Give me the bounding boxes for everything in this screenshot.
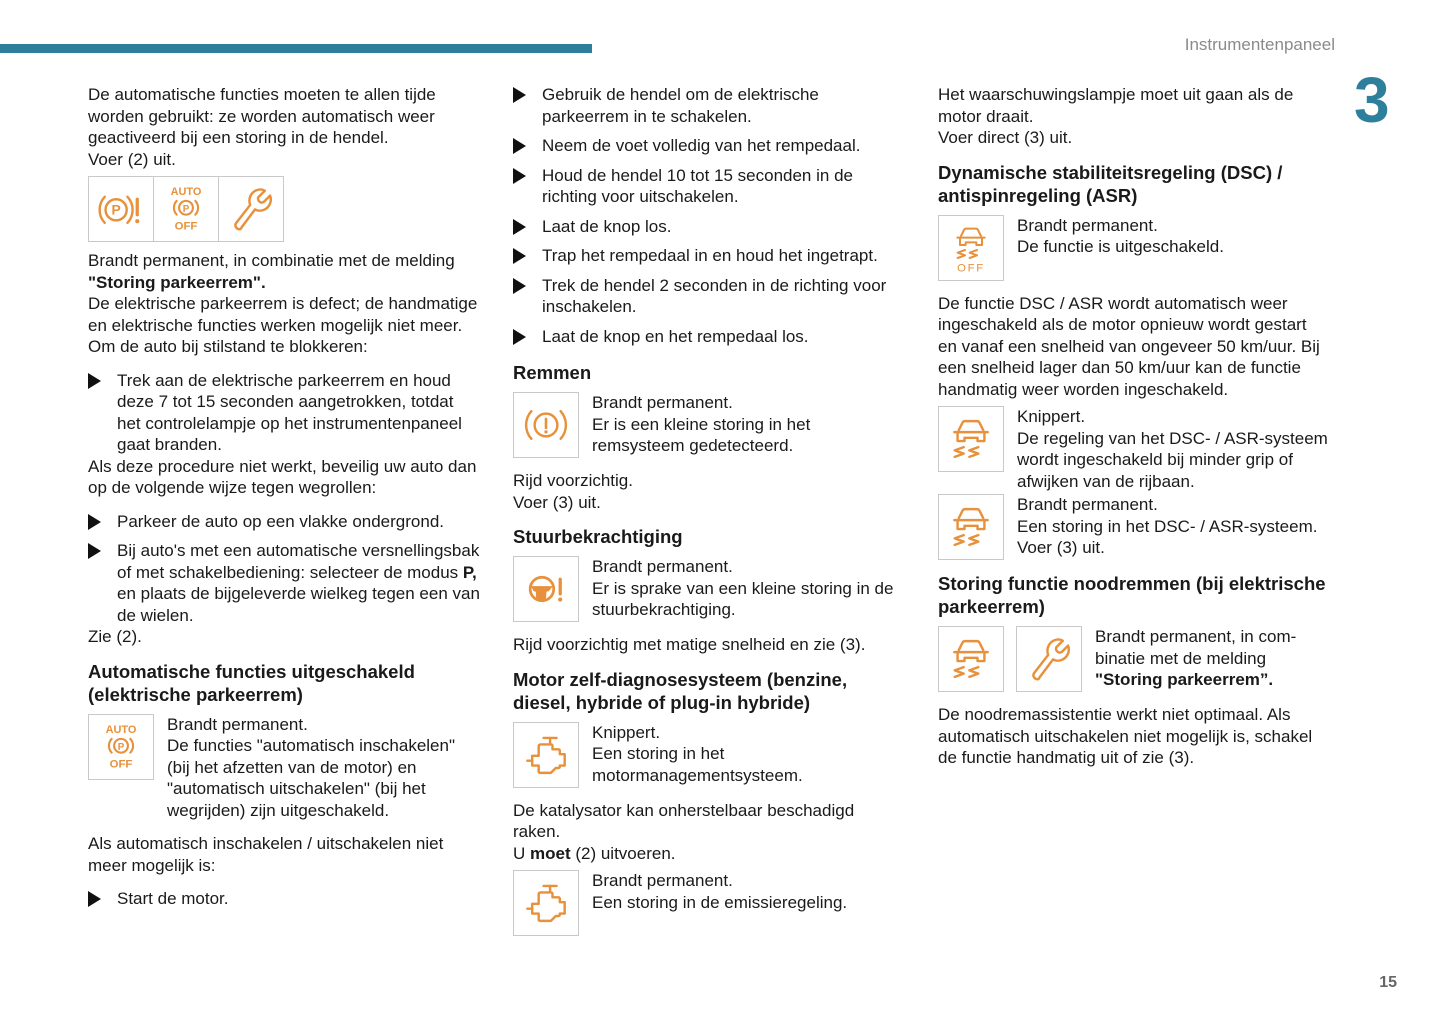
lamp-meaning: Een storing in het DSC- / ASR-systeem. [1017, 516, 1318, 536]
paragraph: Het waarschuwingslampje moet uit gaan als de motor draait. [938, 85, 1294, 126]
paragraph [88, 250, 480, 293]
chapter-number: 3 [1354, 64, 1390, 136]
page-header-title: Instrumentenpaneel [1184, 35, 1335, 54]
paragraph: De katalysator kan onherstelbaar beschadigd raken. [513, 800, 855, 841]
lamp-description [1017, 406, 1330, 492]
bullet-triangle-icon [88, 540, 117, 626]
list-item-text: Laat de knop los. [542, 216, 672, 236]
list-item [513, 216, 905, 238]
list-item-text: Bij auto's met een automatische versnellingsbak of met schakelbediening: selecteer de modus [117, 541, 480, 582]
paragraph: Om de auto bij stilstand te blokkeren: [88, 337, 368, 356]
list-item-text: Houd de hendel 10 tot 15 seconden in de richting voor uitschakelen. [542, 165, 853, 206]
lamp-state: Brandt permanent. [592, 871, 733, 890]
paragraph: De noodremassistentie werkt niet optimaal. Als automatisch uitschakelen niet mogelijk is, schakel de functie handmatig uit of zie (3). [938, 705, 1313, 767]
section-heading: Dynamische stabiliteitsregeling (DSC) / antispinregeling (ASR) [938, 161, 1283, 206]
list-item-text: Start de motor. [117, 889, 229, 908]
list-item [513, 84, 905, 127]
bullet-triangle-icon [513, 216, 542, 238]
list-item [513, 275, 905, 318]
lamp-meaning: Er is sprake van een kleine storing in de stuurbekrachtiging. [592, 578, 894, 619]
auto-parking-off-icon [88, 714, 154, 780]
paragraph: Als deze procedure niet werkt, beveilig uw auto dan op de volgende wijze tegen wegrollen: [88, 456, 477, 497]
column-1 [88, 84, 480, 948]
list-item [513, 135, 905, 157]
list-item-text: Parkeer de auto op een vlakke ondergrond. [117, 511, 445, 531]
list-item [513, 245, 905, 267]
list-item [513, 165, 905, 208]
lamp-description [167, 714, 480, 822]
warning-lamp-row [513, 722, 905, 788]
list-item-text: Trap het rempedaal in en houd het ingetrapt. [542, 246, 878, 265]
list-item-text: Trek aan de elektrische parkeerrem en houd deze 7 tot 15 seconden aangetrokken, totdat het controlelampje op het instrumentenpaneel gaat branden. [117, 370, 462, 454]
paragraph [513, 843, 905, 865]
lamp-state: Brandt permanent. [592, 557, 733, 576]
list-item-text: Laat de knop en het rempedaal los. [542, 326, 809, 346]
warning-lamp-row [938, 626, 1330, 692]
lamp-state: Knippert. [1017, 407, 1086, 426]
section-heading: Motor zelf-diagnosesysteem (benzine, diesel, hybride of plug-in hybride) [513, 668, 848, 713]
list-item-text: Neem de voet volledig van het rempedaal. [542, 136, 861, 155]
page-number: 15 [1379, 974, 1397, 991]
warning-lamp-icon-strip [88, 176, 480, 242]
warning-lamp-row [88, 714, 480, 822]
lamp-meaning: Een storing in de emissieregeling. [592, 892, 848, 912]
lamp-meaning: De functie is uitgeschakeld. [1017, 237, 1224, 256]
bullet-triangle-icon [513, 326, 542, 348]
warning-lamp-row [938, 406, 1330, 492]
content-columns [88, 84, 1330, 948]
lamp-description [592, 392, 905, 457]
paragraph: De automatische functies moeten te allen tijde worden gebruikt: ze worden automatisch weer geactiveerd bij een storing in de hendel. [88, 85, 436, 147]
auto-parking-off-icon [153, 176, 219, 242]
bold-text: "Storing parkeerrem”. [1095, 670, 1274, 689]
lamp-state: Brandt permanent. [1017, 215, 1158, 235]
lamp-meaning: Een storing in het motormanagementsysteem. [592, 744, 803, 785]
dsc-asr-off-icon [938, 215, 1004, 281]
list-item [88, 888, 480, 910]
lamp-description [1017, 494, 1317, 559]
bold-text: P, [462, 562, 477, 582]
paragraph: Als automatisch inschakelen / uitschakelen niet meer mogelijk is: [88, 834, 444, 875]
paragraph: De functie DSC / ASR wordt automatisch weer ingeschakeld als de motor opnieuw wordt gestart en vanaf een snelheid van ongeveer 50 km/uur. Bij een snelheid lager dan 50 km/uur kan de functie handmatig weer worden ingeschakeld. [938, 293, 1320, 399]
paragraph: Voer (3) uit. [513, 492, 601, 512]
bullet-triangle-icon [513, 135, 542, 157]
list-item-text: en plaats de bijgeleverde wielkeg tegen een van de wielen. [117, 584, 480, 625]
paragraph: Rijd voorzichtig met matige snelheid en zie (3). [513, 635, 866, 654]
list-item-text: Gebruik de hendel om de elektrische parkeerrem in te schakelen. [542, 85, 819, 126]
section-heading: Remmen [513, 362, 592, 383]
brake-warning-icon [513, 392, 579, 458]
list-item-text [117, 540, 480, 626]
lamp-description [592, 722, 905, 787]
paragraph: De elektrische parkeerrem is defect; de handmatige en elektrische functies werken mogelijk niet meer. [88, 294, 478, 335]
warning-lamp-row [513, 556, 905, 622]
paragraph: Zie (2). [88, 627, 142, 646]
bullet-triangle-icon [513, 275, 542, 318]
section-heading: Stuurbekrachtiging [513, 526, 683, 547]
lamp-description [1095, 626, 1330, 691]
paragraph: Rijd voorzichtig. [513, 471, 633, 490]
paragraph: Voer (2) uit. [88, 149, 176, 169]
bullet-triangle-icon [513, 245, 542, 267]
lamp-meaning: De regeling van het DSC- / ASR-systeem wordt ingeschakeld bij minder grip of afwijken van de rijbaan. [1017, 428, 1328, 491]
lamp-meaning: De functies "automatisch inschakelen" (bij het afzetten van de motor) en "automatisch uitschakelen" (bij het wegrijden) zijn uitgeschakeld. [167, 736, 455, 820]
list-item-text: Trek de hendel 2 seconden in de richting voor inschakelen. [542, 275, 887, 316]
check-engine-icon [513, 722, 579, 788]
dsc-asr-skid-icon [938, 406, 1004, 472]
paragraph-text: (2) uitvoeren. [570, 843, 676, 863]
warning-lamp-row [938, 215, 1330, 281]
check-engine-icon [513, 870, 579, 936]
paragraph: Voer direct (3) uit. [938, 128, 1073, 147]
power-steering-warning-icon [513, 556, 579, 622]
wrench-icon [1016, 626, 1082, 692]
column-2 [513, 84, 905, 948]
dsc-asr-skid-icon [938, 494, 1004, 560]
bullet-triangle-icon [88, 370, 117, 456]
paragraph-text: U [513, 843, 530, 863]
lamp-description [1017, 215, 1224, 258]
lamp-state: Knippert. [592, 722, 661, 742]
bullet-triangle-icon [513, 84, 542, 127]
list-item [88, 511, 480, 533]
lamp-description [592, 556, 905, 621]
section-heading: Automatische functies uitgeschakeld (elektrische parkeerrem) [88, 660, 415, 705]
lamp-state: Brandt permanent. [167, 714, 308, 734]
warning-lamp-row [938, 494, 1330, 560]
lamp-action: Voer (3) uit. [1017, 538, 1105, 557]
list-item [513, 326, 905, 348]
lamp-description [592, 870, 847, 913]
lamp-state: Brandt permanent. [1017, 495, 1158, 514]
bullet-triangle-icon [88, 511, 117, 533]
column-3 [938, 84, 1330, 948]
lamp-state: Brandt permanent, in com-binatie met de melding [1095, 627, 1297, 668]
dsc-asr-skid-icon [938, 626, 1004, 692]
section-heading: Storing functie noodremmen (bij elektrische parkeerrem) [938, 573, 1326, 617]
parking-brake-warning-icon [88, 176, 154, 242]
paragraph-text: Brandt permanent, in combinatie met de melding [88, 251, 455, 270]
list-item [88, 540, 480, 626]
bold-text: moet [530, 843, 571, 863]
wrench-icon [218, 176, 284, 242]
lamp-meaning: Er is een kleine storing in het remsysteem gedetecteerd. [592, 414, 811, 455]
header-accent-bar [0, 44, 592, 53]
bold-text: "Storing parkeerrem". [88, 272, 266, 292]
warning-lamp-row [513, 870, 905, 936]
list-item [88, 370, 480, 456]
bullet-triangle-icon [88, 888, 117, 910]
bullet-triangle-icon [513, 165, 542, 208]
warning-lamp-row [513, 392, 905, 458]
lamp-state: Brandt permanent. [592, 393, 733, 412]
